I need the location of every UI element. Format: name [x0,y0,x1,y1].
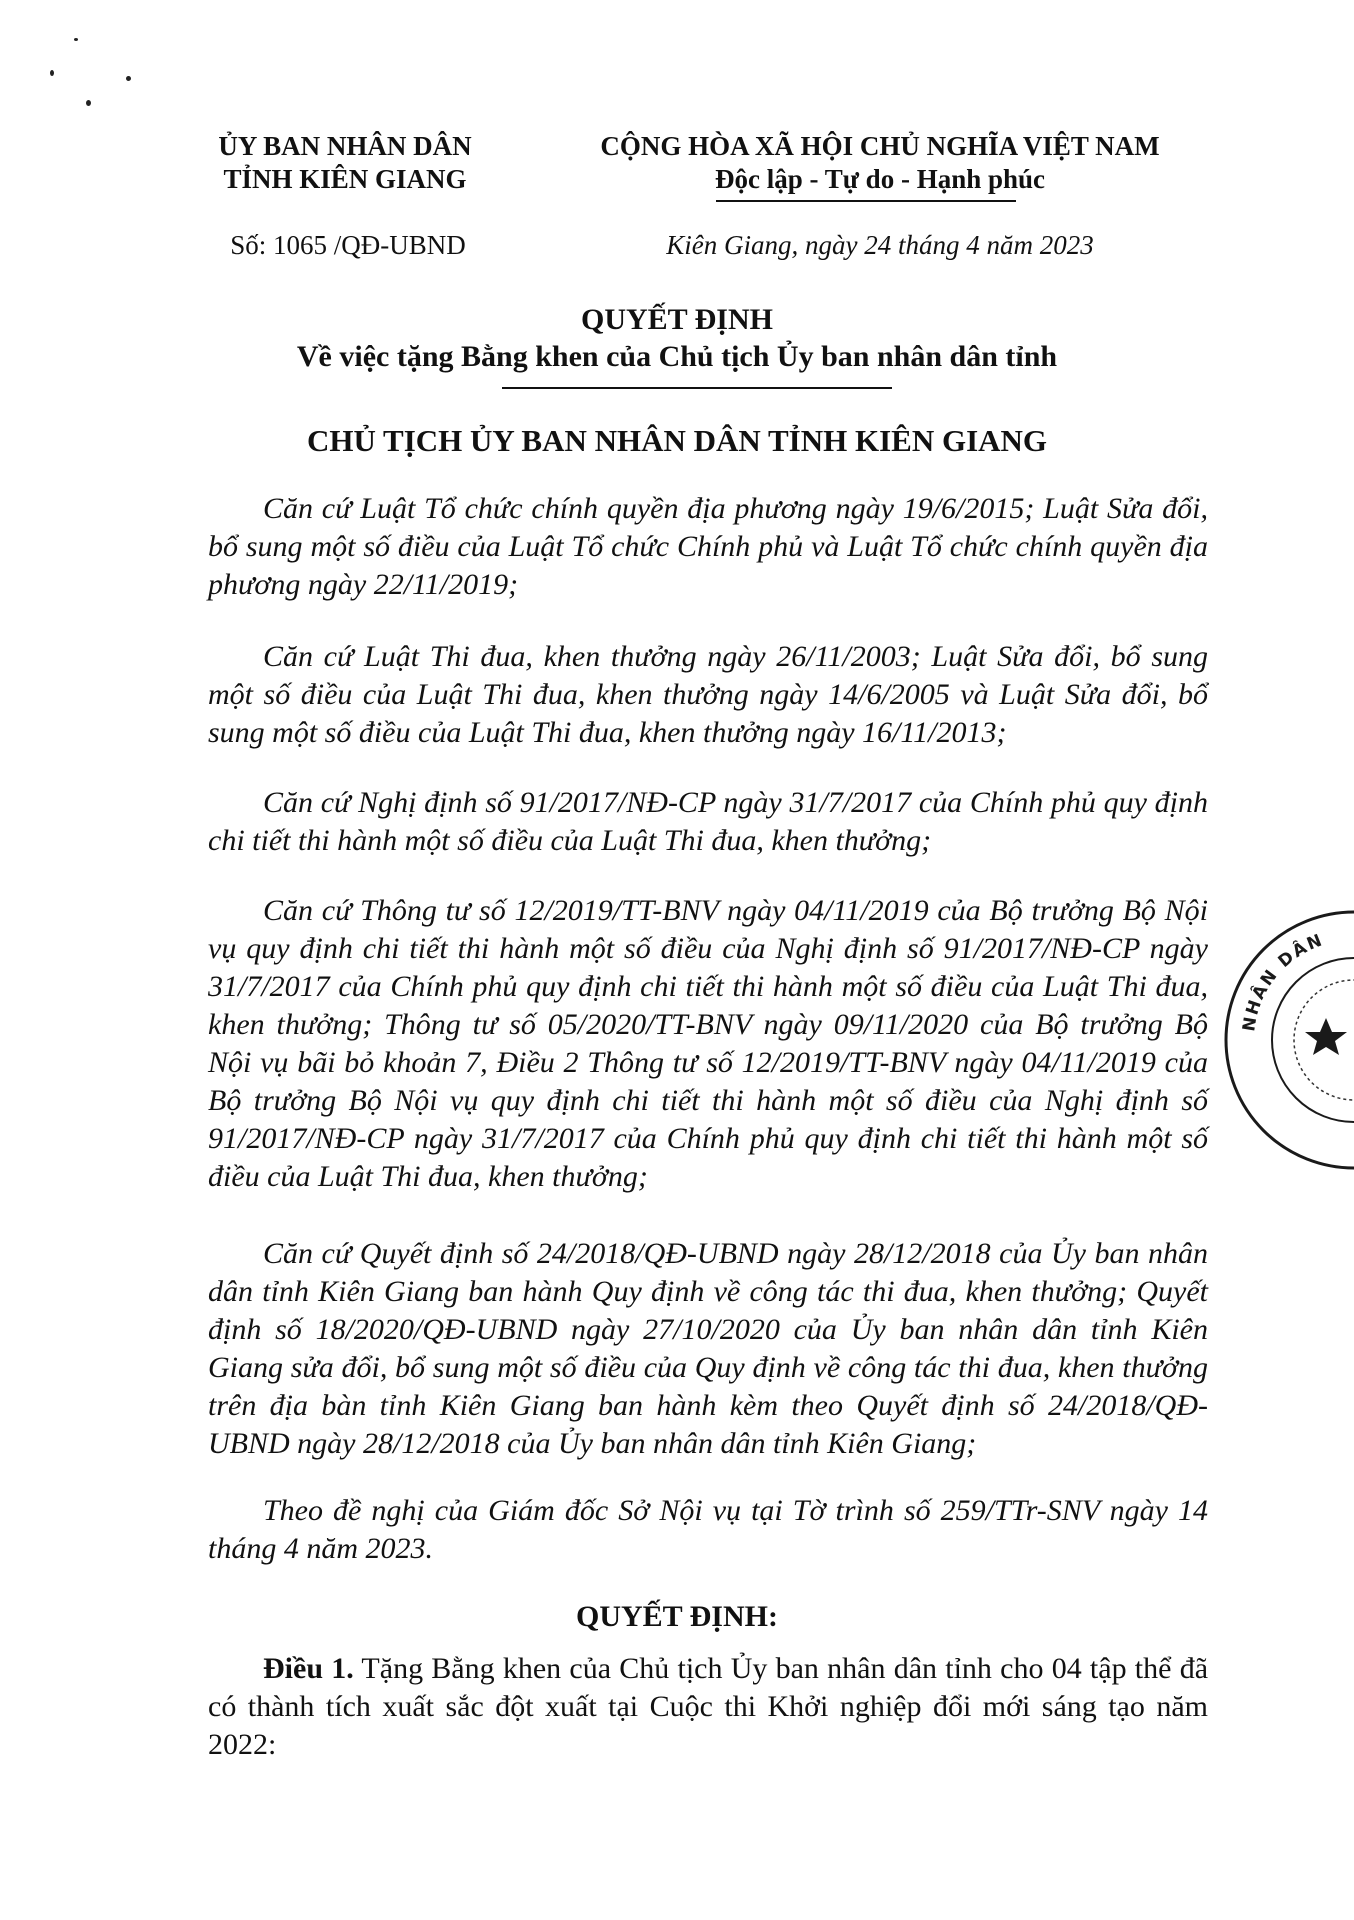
agency-line-1: ỦY BAN NHÂN DÂN [218,131,472,161]
preamble-paragraph-1: Căn cứ Luật Tổ chức chính quyền địa phương ngày 19/6/2015; Luật Sửa đổi, bổ sung một số điều của Luật Tổ chức Chính phủ và Luật Tổ chức chính quyền địa phương ngày 22/11/2019; [208,492,1208,601]
national-title [560,130,1200,196]
decision-heading: QUYẾT ĐỊNH: [576,1600,778,1633]
article-1 [208,1650,1208,1764]
scan-speck [126,76,131,81]
article-1-text: Tặng Bằng khen của Chủ tịch Ủy ban nhân dân tỉnh cho 04 tập thể đã có thành tích xuất sắc đột xuất tại Cuộc thi Khởi nghiệp đổi mới sáng tạo năm 2022: [208,1652,1209,1761]
document-number: Số: 1065 /QĐ-UBND [230,230,466,260]
preamble-paragraph-3: Căn cứ Nghị định số 91/2017/NĐ-CP ngày 31/7/2017 của Chính phủ quy định chi tiết thi hành một số điều của Luật Thi đua, khen thưởng; [208,786,1208,857]
official-seal [1214,900,1354,1180]
motto-underline [716,200,1016,202]
preamble-paragraph-2: Căn cứ Luật Thi đua, khen thưởng ngày 26/11/2003; Luật Sửa đổi, bổ sung một số điều của Luật Thi đua, khen thưởng ngày 14/6/2005 và Luật Sửa đổi, bổ sung một số điều của Luật Thi đua, khen thưởng ngày 16/11/2013; [208,640,1208,749]
preamble-paragraph-6: Theo đề nghị của Giám đốc Sở Nội vụ tại Tờ trình số 259/TTr-SNV ngày 14 tháng 4 năm 2023. [208,1494,1208,1565]
issuing-authority: CHỦ TỊCH ỦY BAN NHÂN DÂN TỈNH KIÊN GIANG [306,423,1048,458]
agency-name [190,130,500,196]
document-subject: Về việc tặng Bằng khen của Chủ tịch Ủy ban nhân dân tỉnh [296,340,1058,373]
svg-text:NHÂN DÂN [1239,930,1326,1033]
preamble-paragraph-4: Căn cứ Thông tư số 12/2019/TT-BNV ngày 04/11/2019 của Bộ trưởng Bộ Nội vụ quy định chi tiết thi hành một số điều của Nghị định số 91/2017/NĐ-CP ngày 31/7/2017 của Chính phủ quy định chi tiết thi hành một số điều của Luật Thi đua, khen thưởng; Thông tư số 05/2020/TT-BNV ngày 09/11/2020 của Bộ trưởng Bộ Nội vụ bãi bỏ khoản 7, Điều 2 Thông tư số 12/2019/TT-BNV ngày 04/11/2019 của Bộ trưởng Bộ Nội vụ quy định chi tiết thi hành một số điều của Nghị định số 91/2017/NĐ-CP ngày 31/7/2017 của Chính phủ quy định chi tiết thi hành một số điều của Luật Thi đua, khen thưởng; [208,894,1208,1193]
document-title: QUYẾT ĐỊNH [581,303,773,336]
national-motto: Độc lập - Tự do - Hạnh phúc [714,164,1046,194]
scan-speck [74,38,78,41]
document-date: Kiên Giang, ngày 24 tháng 4 năm 2023 [666,230,1094,260]
national-line-1: CỘNG HÒA XÃ HỘI CHỦ NGHĨA VIỆT NAM [600,131,1160,161]
agency-line-2: TỈNH KIÊN GIANG [223,164,467,194]
subject-underline [502,387,892,389]
scan-speck [50,70,54,76]
article-1-label: Điều 1. [263,1652,354,1685]
seal-text: NHÂN DÂN [1239,930,1327,1033]
scan-speck [86,100,91,106]
preamble-paragraph-5: Căn cứ Quyết định số 24/2018/QĐ-UBND ngày 28/12/2018 của Ủy ban nhân dân tỉnh Kiên Giang ban hành Quy định về công tác thi đua, khen thưởng; Quyết định số 18/2020/QĐ-UBND ngày 27/10/2020 của Ủy ban nhân dân tỉnh Kiên Giang sửa đổi, bổ sung một số điều của Quy định về công tác thi đua, khen thưởng trên địa bàn tỉnh Kiên Giang ban hành kèm theo Quyết định số 24/2018/QĐ-UBND ngày 28/12/2018 của Ủy ban nhân dân tỉnh Kiên Giang; [208,1237,1208,1460]
